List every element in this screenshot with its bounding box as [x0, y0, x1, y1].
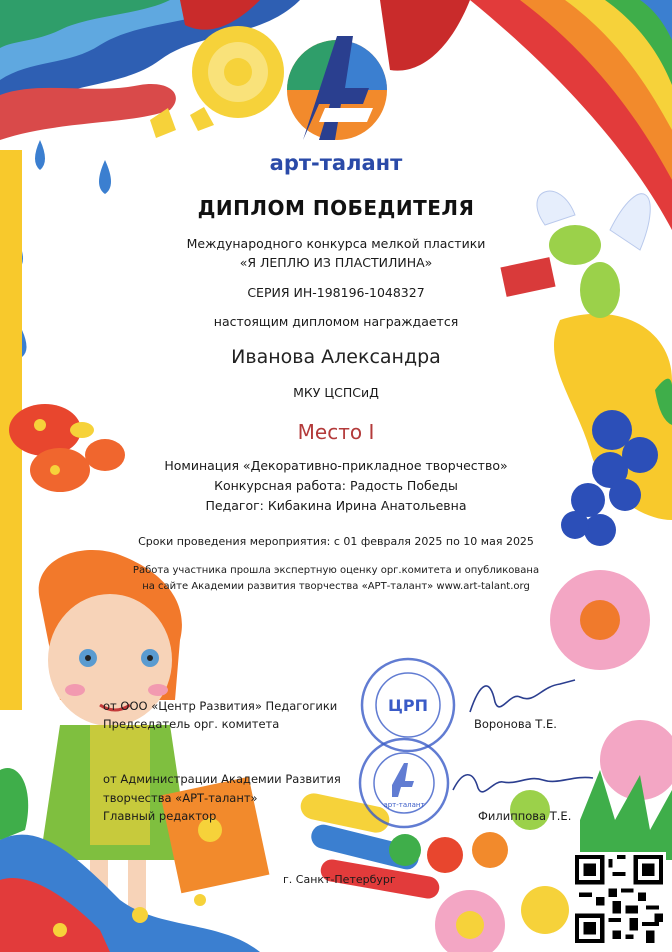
recipient-name: Иванова Александра	[231, 346, 441, 368]
org1-line-2: Председатель орг. комитета	[103, 717, 280, 731]
org2-line-2: творчества «АРТ-талант»	[103, 791, 258, 805]
expert-note-line-1: Работа участника прошла экспертную оценку орг.комитета и опубликована	[132, 565, 540, 576]
org1-line-1: от ООО «Центр Развития» Педагогики	[103, 699, 338, 713]
event-dates: Сроки проведения мероприятия: с 01 февраля 2025 по 10 мая 2025	[138, 535, 534, 548]
contest-line-1: Международного конкурса мелкой пластики	[186, 236, 486, 251]
org2-signer-name: Филиппова Т.Е.	[478, 809, 572, 823]
diploma-title: ДИПЛОМ ПОБЕДИТЕЛЯ	[197, 196, 475, 220]
brand-name: арт-талант	[269, 151, 403, 175]
qr-code-icon	[572, 852, 666, 946]
org1-signer-name: Воронова Т.Е.	[474, 717, 557, 731]
nomination: Номинация «Декоративно-прикладное творчество»	[164, 458, 508, 473]
logo-icon	[285, 28, 389, 148]
org2-line-3: Главный редактор	[103, 809, 217, 823]
teacher: Педагог: Кибакина Ирина Анатольевна	[205, 498, 467, 513]
contest-work: Конкурсная работа: Радость Победы	[214, 478, 458, 493]
stamp1-center-text: ЦРП	[388, 696, 428, 715]
awarded-text: настоящим дипломом награждается	[213, 314, 459, 329]
signature-filippova	[448, 760, 598, 810]
stamp2-center-text: арт-талант	[383, 801, 425, 809]
org2-line-1: от Администрации Академии Развития	[103, 772, 341, 786]
expert-note-line-2: на сайте Академии развития творчества «АРТ-талант» www.art-talant.org	[142, 581, 530, 592]
series-number: СЕРИЯ ИН-198196-1048327	[247, 285, 425, 300]
place-award: Место I	[297, 420, 375, 444]
city: г. Санкт-Петербург	[283, 873, 396, 886]
contest-line-2: «Я ЛЕПЛЮ ИЗ ПЛАСТИЛИНА»	[239, 255, 433, 270]
stamp-icon	[356, 735, 452, 831]
signature-voronova	[460, 672, 580, 722]
recipient-organization: МКУ ЦСПСиД	[293, 385, 379, 400]
